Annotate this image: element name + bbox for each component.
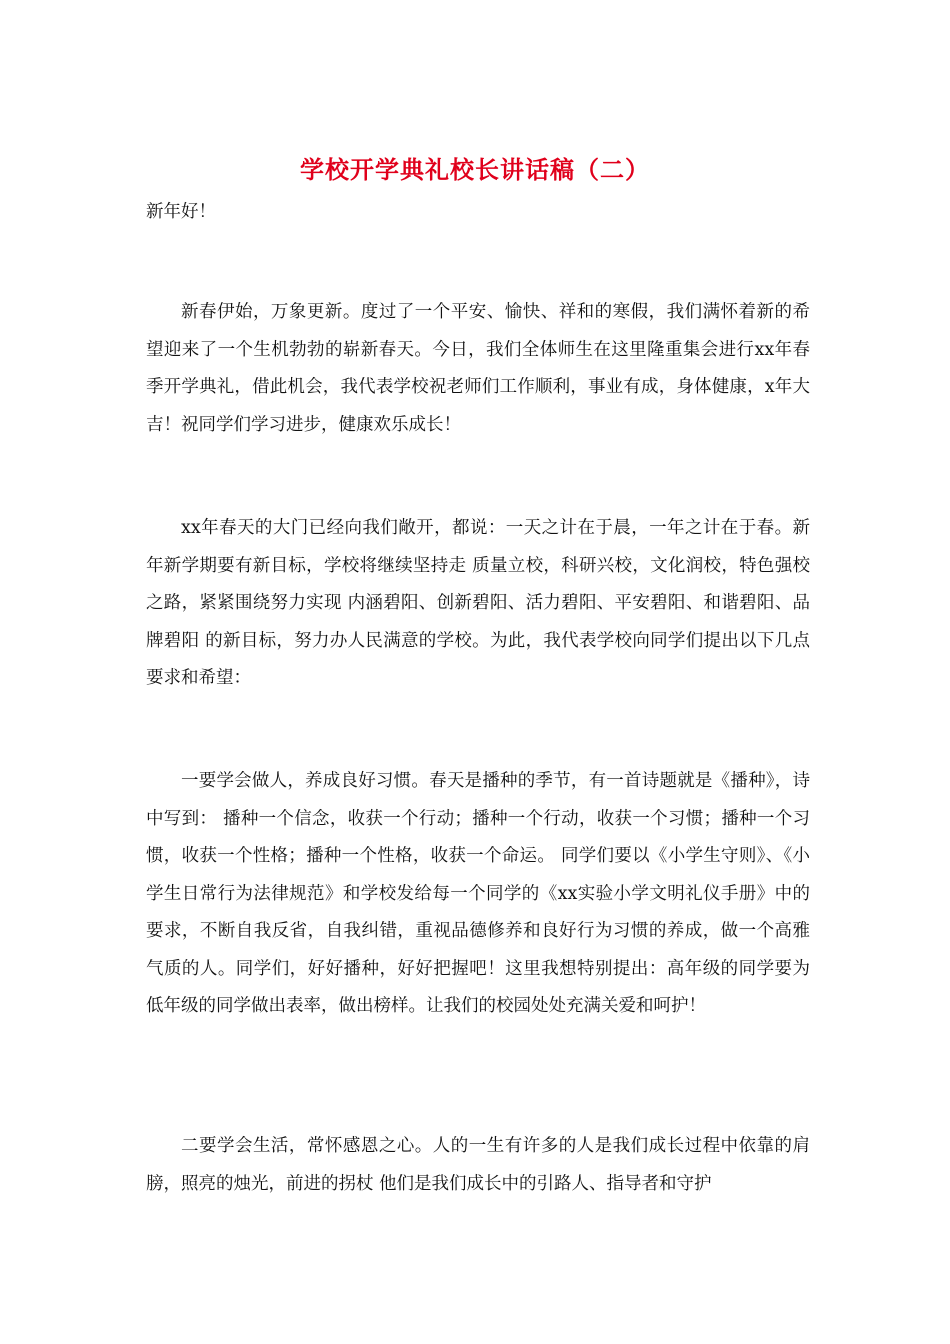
paragraph-2: xx年春天的大门已经向我们敞开，都说：一天之计在于晨，一年之计在于春。新年新学期要有新目标，学校将继续坚持走 质量立校，科研兴校，文化润校，特色强校 之路，紧紧围绕努力实现 内涵碧阳、创新碧阳、活力碧阳、平安碧阳、和谐碧阳、品牌碧阳 的新目标，努力办人民满意的学校。为此，我代表学校向同学们提出以下几点要求和希望： xyxy=(146,518,810,688)
paragraph-4: 二要学会生活，常怀感恩之心。人的一生有许多的人是我们成长过程中依靠的肩膀，照亮的烛光，前进的拐杖 他们是我们成长中的引路人、指导者和守护 xyxy=(146,1136,810,1194)
document-title: 学校开学典礼校长讲话稿（二） xyxy=(300,155,650,184)
paragraph-1: 新春伊始，万象更新。度过了一个平安、愉快、祥和的寒假，我们满怀着新的希望迎来了一个生机勃勃的崭新春天。今日，我们全体师生在这里隆重集会进行xx年春季开学典礼，借此机会，我代表学校祝老师们工作顺利，事业有成，身体健康，x年大吉！祝同学们学习进步，健康欢乐成长！ xyxy=(146,302,810,435)
paragraph-3: 一要学会做人，养成良好习惯。春天是播种的季节，有一首诗题就是《播种》，诗中写到： 播种一个信念，收获一个行动；播种一个行动，收获一个习惯；播种一个习惯，收获一个性格；播种一个性格，收获一个命运。 同学们要以《小学生守则》、《小学生日常行为法律规范》和学校发给每一个同学的《xx实验小学文明礼仪手册》中的要求，不断自我反省，自我纠错，重视品德修养和良好行为习惯的养成，做一个高雅气质的人。同学们，好好播种，好好把握吧！这里我想特别提出：高年级的同学要为低年级的同学做出表率，做出榜样。让我们的校园处处充满关爱和呵护！ xyxy=(146,771,810,1016)
greeting: 新年好！ xyxy=(146,202,216,222)
